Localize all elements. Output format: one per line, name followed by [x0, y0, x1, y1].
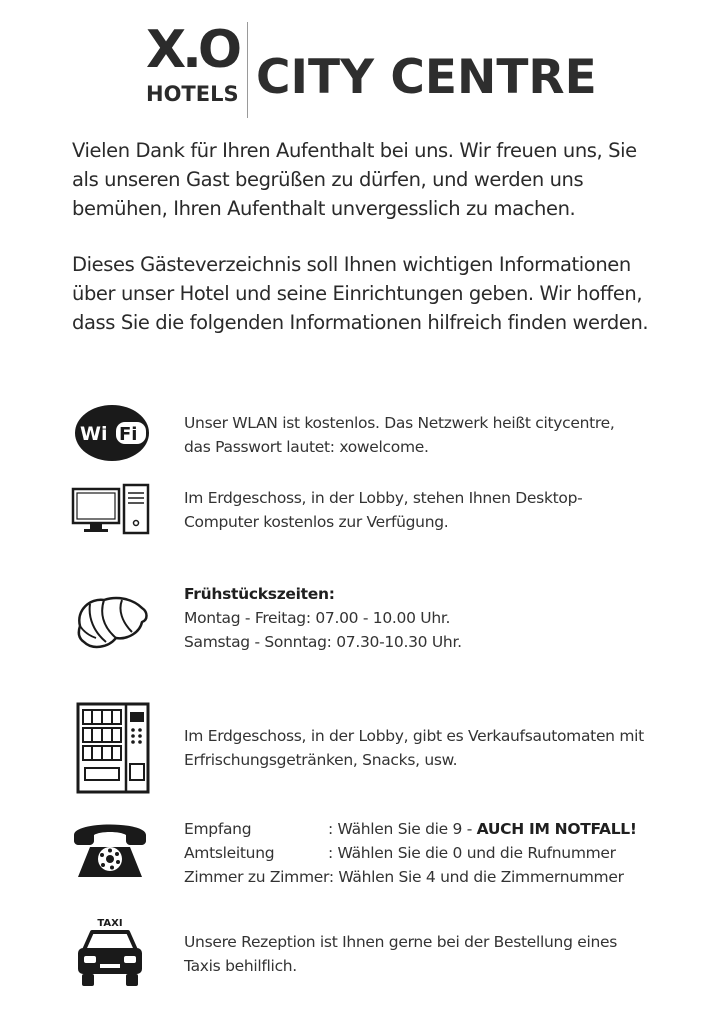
taxi-line-2: Taxis behilflich.	[184, 957, 297, 975]
desktop-computer-icon	[70, 483, 150, 539]
intro-paragraph-2: Dieses Gästeverzeichnis soll Ihnen wichtigen Informationen über unser Hotel und seine Einrichtungen geben. Wir hoffen, dass Sie die folgenden Informationen hilfreich finden werden.	[72, 253, 649, 334]
phone-info	[70, 815, 670, 890]
vending-line-2: Erfrischungsgetränken, Snacks, usw.	[184, 751, 458, 769]
breakfast-weekdays: Montag - Freitag: 07.00 - 10.00 Uhr.	[184, 609, 451, 627]
computer-info	[70, 484, 670, 544]
telephone-icon	[70, 815, 150, 883]
vending-line-1: Im Erdgeschoss, in der Lobby, gibt es Verkaufsautomaten mit	[184, 727, 644, 745]
taxi-icon	[70, 916, 150, 990]
taxi-info	[70, 918, 670, 998]
phone-label-room-to-room: Zimmer zu Zimmer	[184, 868, 329, 886]
wifi-line-1: Unser WLAN ist kostenlos. Das Netzwerk heißt citycentre,	[184, 414, 615, 432]
wifi-line-2: das Passwort lautet: xowelcome.	[184, 438, 429, 456]
phone-label-reception: Empfang	[184, 820, 252, 838]
croissant-icon	[70, 588, 150, 654]
logo-divider	[247, 22, 248, 118]
emergency-note: AUCH IM NOTFALL!	[476, 820, 637, 838]
computer-line-2: Computer kostenlos zur Verfügung.	[184, 513, 449, 531]
phone-value-outside-line: : Wählen Sie die 0 und die Rufnummer	[328, 844, 616, 862]
breakfast-weekend: Samstag - Sonntag: 07.30-10.30 Uhr.	[184, 633, 462, 651]
wifi-icon-fi: Fi	[119, 424, 138, 445]
xo-hotels-logo	[146, 22, 242, 118]
logo-hotels-text: HOTELS	[146, 82, 239, 106]
breakfast-title: Frühstückszeiten:	[184, 585, 335, 603]
wifi-icon-wi: Wi	[80, 423, 108, 445]
intro-paragraph-1: Vielen Dank für Ihren Aufenthalt bei uns. Wir freuen uns, Sie als unseren Gast begrüßen zu dürfen, und werden uns bemühen, Ihren Aufenthalt unvergesslich zu machen.	[72, 139, 637, 220]
wifi-icon	[70, 403, 154, 463]
logo-xo-text: X.O	[146, 20, 239, 80]
vending-info	[70, 700, 670, 800]
wifi-info	[70, 405, 670, 465]
breakfast-info	[70, 582, 670, 662]
computer-line-1: Im Erdgeschoss, in der Lobby, stehen Ihnen Desktop-	[184, 489, 583, 507]
phone-value-room-to-room: : Wählen Sie 4 und die Zimmernummer	[328, 868, 624, 886]
hotel-name: CITY CENTRE	[256, 50, 597, 105]
phone-label-outside-line: Amtsleitung	[184, 844, 275, 862]
taxi-line-1: Unsere Rezeption ist Ihnen gerne bei der Bestellung eines	[184, 933, 618, 951]
phone-value-reception: : Wählen Sie die 9 -	[328, 820, 477, 838]
taxi-sign: TAXI	[97, 918, 123, 929]
vending-machine-icon	[70, 702, 150, 796]
hotel-logo	[146, 20, 597, 118]
